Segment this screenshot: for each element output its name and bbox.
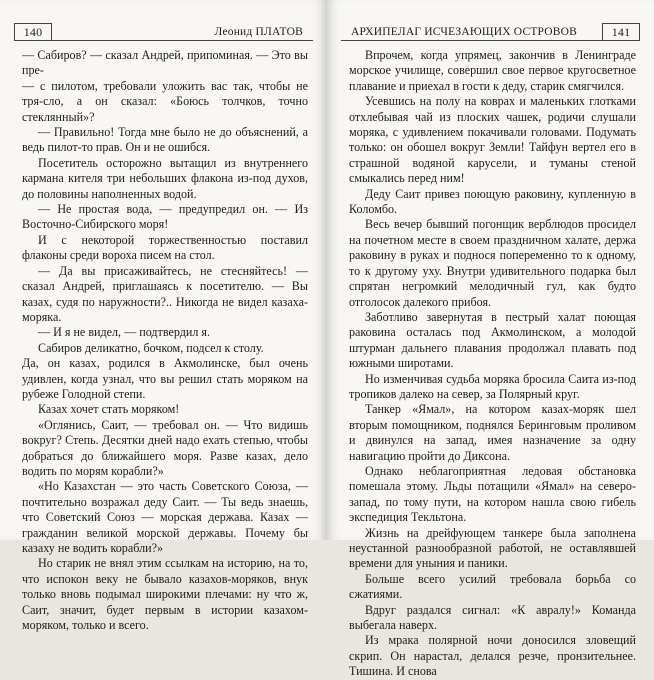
paragraph: «Оглянись, Саит, — требовал он. — Что видишь вокруг? Степь. Десятки дней надо ехать степью, чтобы добраться до ближайшего моря. Разве казах, дело водить по морям корабли?» [22, 417, 308, 478]
paragraph: Танкер «Ямал», на котором казах-моряк шел вторым помощником, поднялся Беринговым проливом и двинулся на запад, имея назначение за одну навигацию пройти до Диксона. [349, 402, 636, 463]
right-page-text [349, 48, 636, 680]
right-page-header [341, 22, 640, 41]
paragraph: Но старик не внял этим ссылкам на историю, на то, что испокон веку не бывало казахов-моряков, внук только вновь подымал широкими плечами: ну что ж, Саит, значит, будет первым в истории казахом-моряком, только и всего. [22, 556, 308, 633]
paragraph: Вдруг раздался сигнал: «К авралу!» Команда выбегала наверх. [349, 602, 636, 633]
paragraph: Деду Саит привез поющую раковину, купленную в Коломбо. [349, 186, 636, 217]
paragraph: Заботливо завернутая в пестрый халат поющая раковина осталась под Акмолинском, а молодой штурман дальнего плавания продолжал плавать под южными широтами. [349, 309, 636, 371]
paragraph: Весь вечер бывший погонщик верблюдов просидел на почетном месте в своем праздничном халате, держа раковину в руках и поднося попеременно то к одному, то к другому уху. Внутри удивительного подарка был спрятан негромкий мелодичный гул, как будто отголосок далекого прибоя. [349, 217, 636, 309]
paragraph: Больше всего усилий требовала борьба со сжатиями. [349, 571, 636, 602]
paragraph: — с пилотом, требовали уложить вас так, чтобы не тря-сло, а он сказал: «Боюсь толчков, точно стеклянный»? [22, 78, 308, 124]
page-number: 140 [14, 23, 52, 40]
paragraph: Сабиров деликатно, бочком, подсел к столу. [38, 340, 264, 355]
left-page-text [22, 48, 308, 633]
paragraph: — Не простая вода, — предупредил он. — Из Восточно-Сибирского моря! [22, 202, 308, 232]
paragraph: Из мрака полярной ночи доносился зловещий скрип. Он нарастал, делался резче, пронзительнее. Тишина. И снова [349, 633, 636, 679]
right-page [327, 0, 654, 679]
left-page-header [14, 22, 313, 41]
running-head: АРХИПЕЛАГ ИСЧЕЗАЮЩИХ ОСТРОВОВ [351, 26, 578, 38]
paragraph: Усевшись на полу на коврах и маленьких глотками отхлебывая чай из плоских чашек, родичи слушали моряка, с удивлением покачивали головами. Подумать только: он обошел вокруг Земли! Тайфун вертел его в страшной водяной карусели, и туманы стеной смыкались перед ним! [349, 94, 636, 186]
paragraph: И с некоторой торжественностью поставил флаконы среди вороха писем на стол. [22, 232, 308, 263]
paragraph: — Сабиров? — сказал Андрей, припоминая. — Это вы пре- [22, 48, 308, 78]
paragraph: Да, он казах, родился в Акмолинске, был очень удивлен, когда узнал, что вы решил стать моряком на рубеже Голодной степи. [22, 356, 308, 401]
paragraph: «Но Казахстан — это часть Советского Союза, — почтительно возражал деду Саит. — Ты ведь знаешь, что Советский Союз — морская держава. Казах — гражданин великой морской державы. Почему бы казаху не водить корабли?» [22, 479, 308, 555]
paragraph: Однако неблагоприятная ледовая обстановка помешала этому. Льды потащили «Ямал» на северо-запад, по тому пути, на котором нашла свою гибель экспедиция Текльтона. [349, 463, 636, 525]
paragraph: Посетитель осторожно вытащил из внутреннего кармана кителя три небольших флакона из-под духов, до половины наполненных водой. [22, 155, 308, 201]
paragraph: — И я не видел, — подтвердил я. [38, 325, 210, 340]
paragraph: — Да вы присаживайтесь, не стесняйтесь! — сказал Андрей, приглашаясь к посетителю. — Вы казах, судя по наружности?.. Никогда не видел казаха-моряка. [22, 263, 308, 324]
paragraph: Жизнь на дрейфующем танкере была заполнена неустанной разнообразной работой, не оставлявшей времени для уныния и паники. [349, 525, 636, 571]
paragraph: Впрочем, когда упрямец, закончив в Ленинграде морское училище, совершил свое первое кругосветное плавание и приехал в гости к деду, старик смягчился. [349, 48, 636, 93]
left-page [0, 0, 327, 633]
running-head: Леонид ПЛАТОВ [214, 26, 303, 38]
paragraph: — Правильно! Тогда мне было не до объяснений, а ведь пилот-то прав. Он и не ошибся. [22, 125, 308, 155]
paragraph: Казах хочет стать моряком! [38, 402, 180, 417]
page-number: 141 [602, 23, 640, 40]
paragraph: Но изменчивая судьба моряка бросила Саита из-под тропиков далеко на север, за Полярный круг. [349, 371, 636, 401]
